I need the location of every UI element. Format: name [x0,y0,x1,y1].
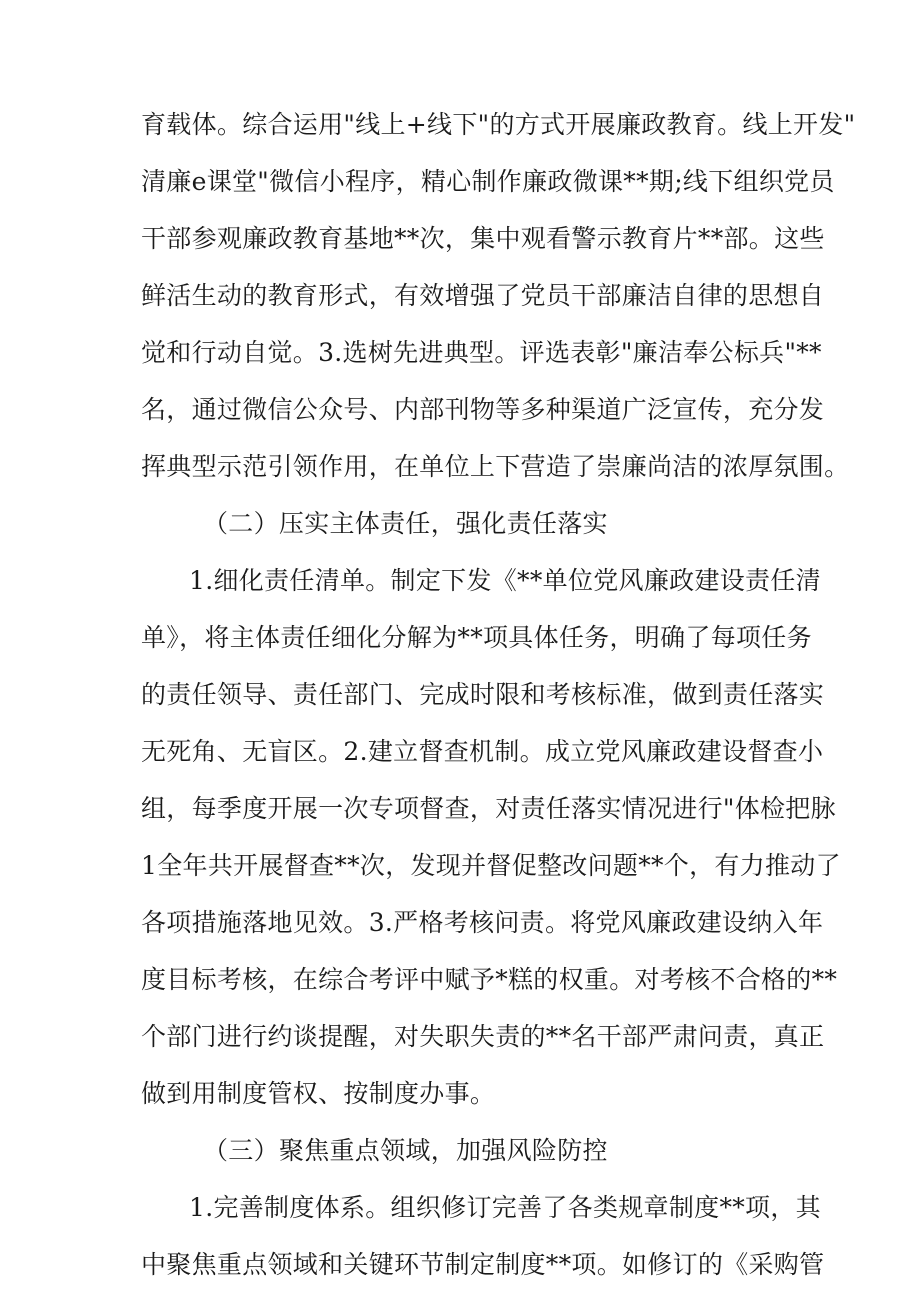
text-line: 中聚焦重点领域和关键环节制定制度**项。如修订的《采购管 [141,1250,825,1279]
text-line: 各项措施落地见效。3.严格考核问责。将党风廉政建设纳入年 [141,908,824,937]
text-line: 鲜活生动的教育形式，有效增强了党员干部廉洁自律的思想自 [141,281,825,310]
text-line: 1.细化责任清单。制定下发《**单位党风廉政建设责任清 [189,566,821,595]
text-line: 名，通过微信公众号、内部刊物等多种渠道广泛宣传，充分发 [141,395,825,424]
document-body [141,110,856,1308]
paragraph-education-carriers [141,110,856,481]
text-line: 觉和行动自觉。3.选树先进典型。评选表彰"廉洁奉公标兵"** [141,338,822,367]
text-line: 干部参观廉政教育基地**次，集中观看警示教育片**部。这些 [141,224,825,253]
section-heading-2: （二）压实主体责任，强化责任落实 [203,509,608,538]
text-line: 无死角、无盲区。2.建立督查机制。成立党风廉政建设督查小 [141,737,824,766]
text-line: 组，每季度开展一次专项督查，对责任落实情况进行"体检把脉 [141,794,836,823]
paragraph-responsibility [141,566,841,1108]
text-line: 度目标考核，在综合考评中赋予*糕的权重。对考核不合格的** [141,965,838,994]
text-line: 1全年共开展督查**次，发现并督促整改问题**个，有力推动了 [141,851,841,880]
section-heading-3: （三）聚焦重点领域，加强风险防控 [203,1136,608,1165]
text-line: 1.完善制度体系。组织修订完善了各类规章制度**项，其 [189,1193,821,1222]
text-line: 挥典型示范引领作用，在单位上下营造了崇廉尚洁的浓厚氛围。 [141,452,850,481]
text-line: 做到用制度管权、按制度办事。 [141,1079,496,1108]
text-line: 清廉e课堂"微信小程序，精心制作廉政微课**期;线下组织党员 [141,167,835,196]
text-line: 的责任领导、责任部门、完成时限和考核标准，做到责任落实 [141,680,825,709]
text-line: 单》，将主体责任细化分解为**项具体任务，明确了每项任务 [141,623,812,652]
text-line: 育载体。综合运用"线上+线下"的方式开展廉政教育。线上开发" [141,110,856,139]
text-line: 个部门进行约谈提醒，对失职失责的**名干部严肃问责，真正 [141,1022,825,1051]
paragraph-risk-control [141,1193,825,1279]
